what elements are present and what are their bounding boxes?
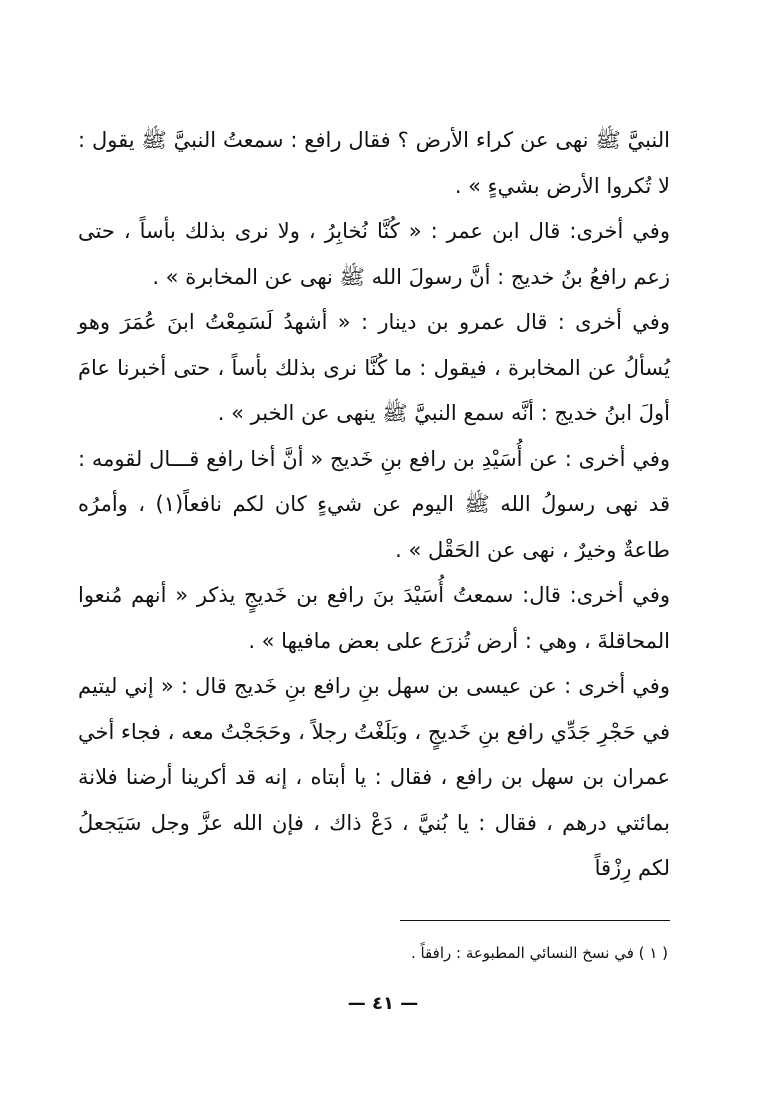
- paragraph-2: وفي أخرى: قال ابن عمر : « كُنَّا نُخابِرُ ، ولا نرى بذلك بأساً ، حتى زعم رافعُ بنُ خديج : أنَّ رسولَ الله ﷺ نهى عن المخابرة » .: [78, 219, 670, 289]
- body-text: [78, 118, 670, 892]
- paragraph-6: وفي أخرى : عن عيسى بن سهل بنِ رافع بنِ خَديج قال : « إني ليتيم في حَجْرِ جَدِّي رافع بنِ خَديجٍ ، وبَلَغْتُ رجلاً ، وحَجَجْتُ معه ، فجاء أخي عمران بن سهل بن رافع ، فقال : يا أبتاه ، إنه قد أكرينا أرضنا فلانة بمائتي درهم ، فقال : يا بُنيَّ ، دَعْ ذاك ، فإن الله عزَّ وجل سَيَجعلُ لكم رِزْقاً: [78, 674, 670, 880]
- paragraph-5: وفي أخرى: قال: سمعتُ أُسَيْدَ بنَ رافع بن خَديجٍ يذكر « أنهم مُنعوا المحاقلةَ ، وهي : أرض تُزرَع على بعض مافيها » .: [78, 583, 670, 653]
- footnote: ( ١ ) في نسخ النسائي المطبوعة : رافقاً .: [410, 944, 668, 962]
- page-number: — ٤١ —: [347, 993, 419, 1014]
- paragraph-3: وفي أخرى : قال عمرو بن دينار : « أشهدُ لَسَمِعْتُ ابنَ عُمَرَ وهو يُسألُ عن المخابرة ، فيقول : ما كُنَّا نرى بذلك بأساً ، حتى أخبرنا عامَ أولَ ابنُ خديج : أنَّه سمع النبيَّ ﷺ ينهى عن الخبر » .: [78, 310, 670, 425]
- paragraph-1: النبيَّ ﷺ نهى عن كراء الأرض ؟ فقال رافع : سمعتُ النبيَّ ﷺ يقول : لا تُكروا الأرض بشيءٍ » .: [78, 128, 670, 198]
- paragraph-4: وفي أخرى : عن أُسَيْدِ بن رافع بنِ خَديج « أنَّ أخا رافع قـــال لقومه : قد نهى رسولُ الله ﷺ اليوم عن شيءٍ كان لكم نافعاً(١) ، وأمرُه طاعةٌ وخيرٌ ، نهى عن الحَقْل » .: [78, 446, 670, 562]
- footnote-separator: [400, 920, 670, 921]
